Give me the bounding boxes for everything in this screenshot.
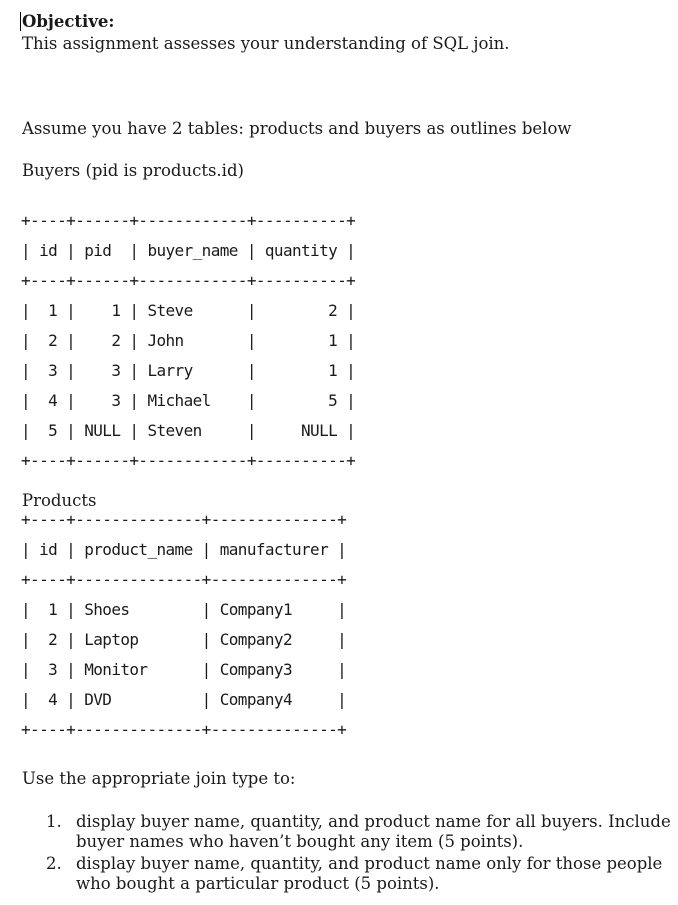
list-item [46, 812, 671, 852]
list-item [46, 854, 671, 894]
products-table: +----+--------------+--------------+ | id | product_name | manufacturer | +----+--------------+--------------+ | 1 | Shoes | Company1 | | 2 | Laptop | Company2 | | 3 | Monitor | Company3 | | 4 | DVD | Company4 | +----+--------------+--------------+ [21, 510, 347, 739]
list-item-text: display buyer name, quantity, and product name for all buyers. Include buyer names who haven’t bought any item (5 points). [76, 812, 671, 851]
list-item-number: 1. [46, 812, 62, 831]
list-item-number: 2. [46, 854, 62, 873]
text-cursor [20, 12, 21, 31]
list-item-text: display buyer name, quantity, and product name only for those people who bought a particular product (5 points). [76, 854, 663, 893]
intro-text: Assume you have 2 tables: products and buyers as outlines below [22, 119, 572, 138]
buyers-caption: Buyers (pid is products.id) [22, 161, 244, 180]
objective-text: This assignment assesses your understanding of SQL join. [22, 34, 510, 53]
products-caption: Products [22, 491, 97, 510]
objective-heading: Objective: [22, 12, 115, 31]
buyers-table: +----+------+------------+----------+ | id | pid | buyer_name | quantity | +----+------+------------+----------+ | 1 | 1 | Steve | 2 | | 2 | 2 | John | 1 | | 3 | 3 | Larry | 1 | | 4 | 3 | Michael | 5 | | 5 | NULL | Steven | NULL | +----+------+------------+----------+ [21, 211, 356, 470]
instructions-lead: Use the appropriate join type to: [22, 769, 296, 788]
instructions-list [46, 812, 671, 896]
